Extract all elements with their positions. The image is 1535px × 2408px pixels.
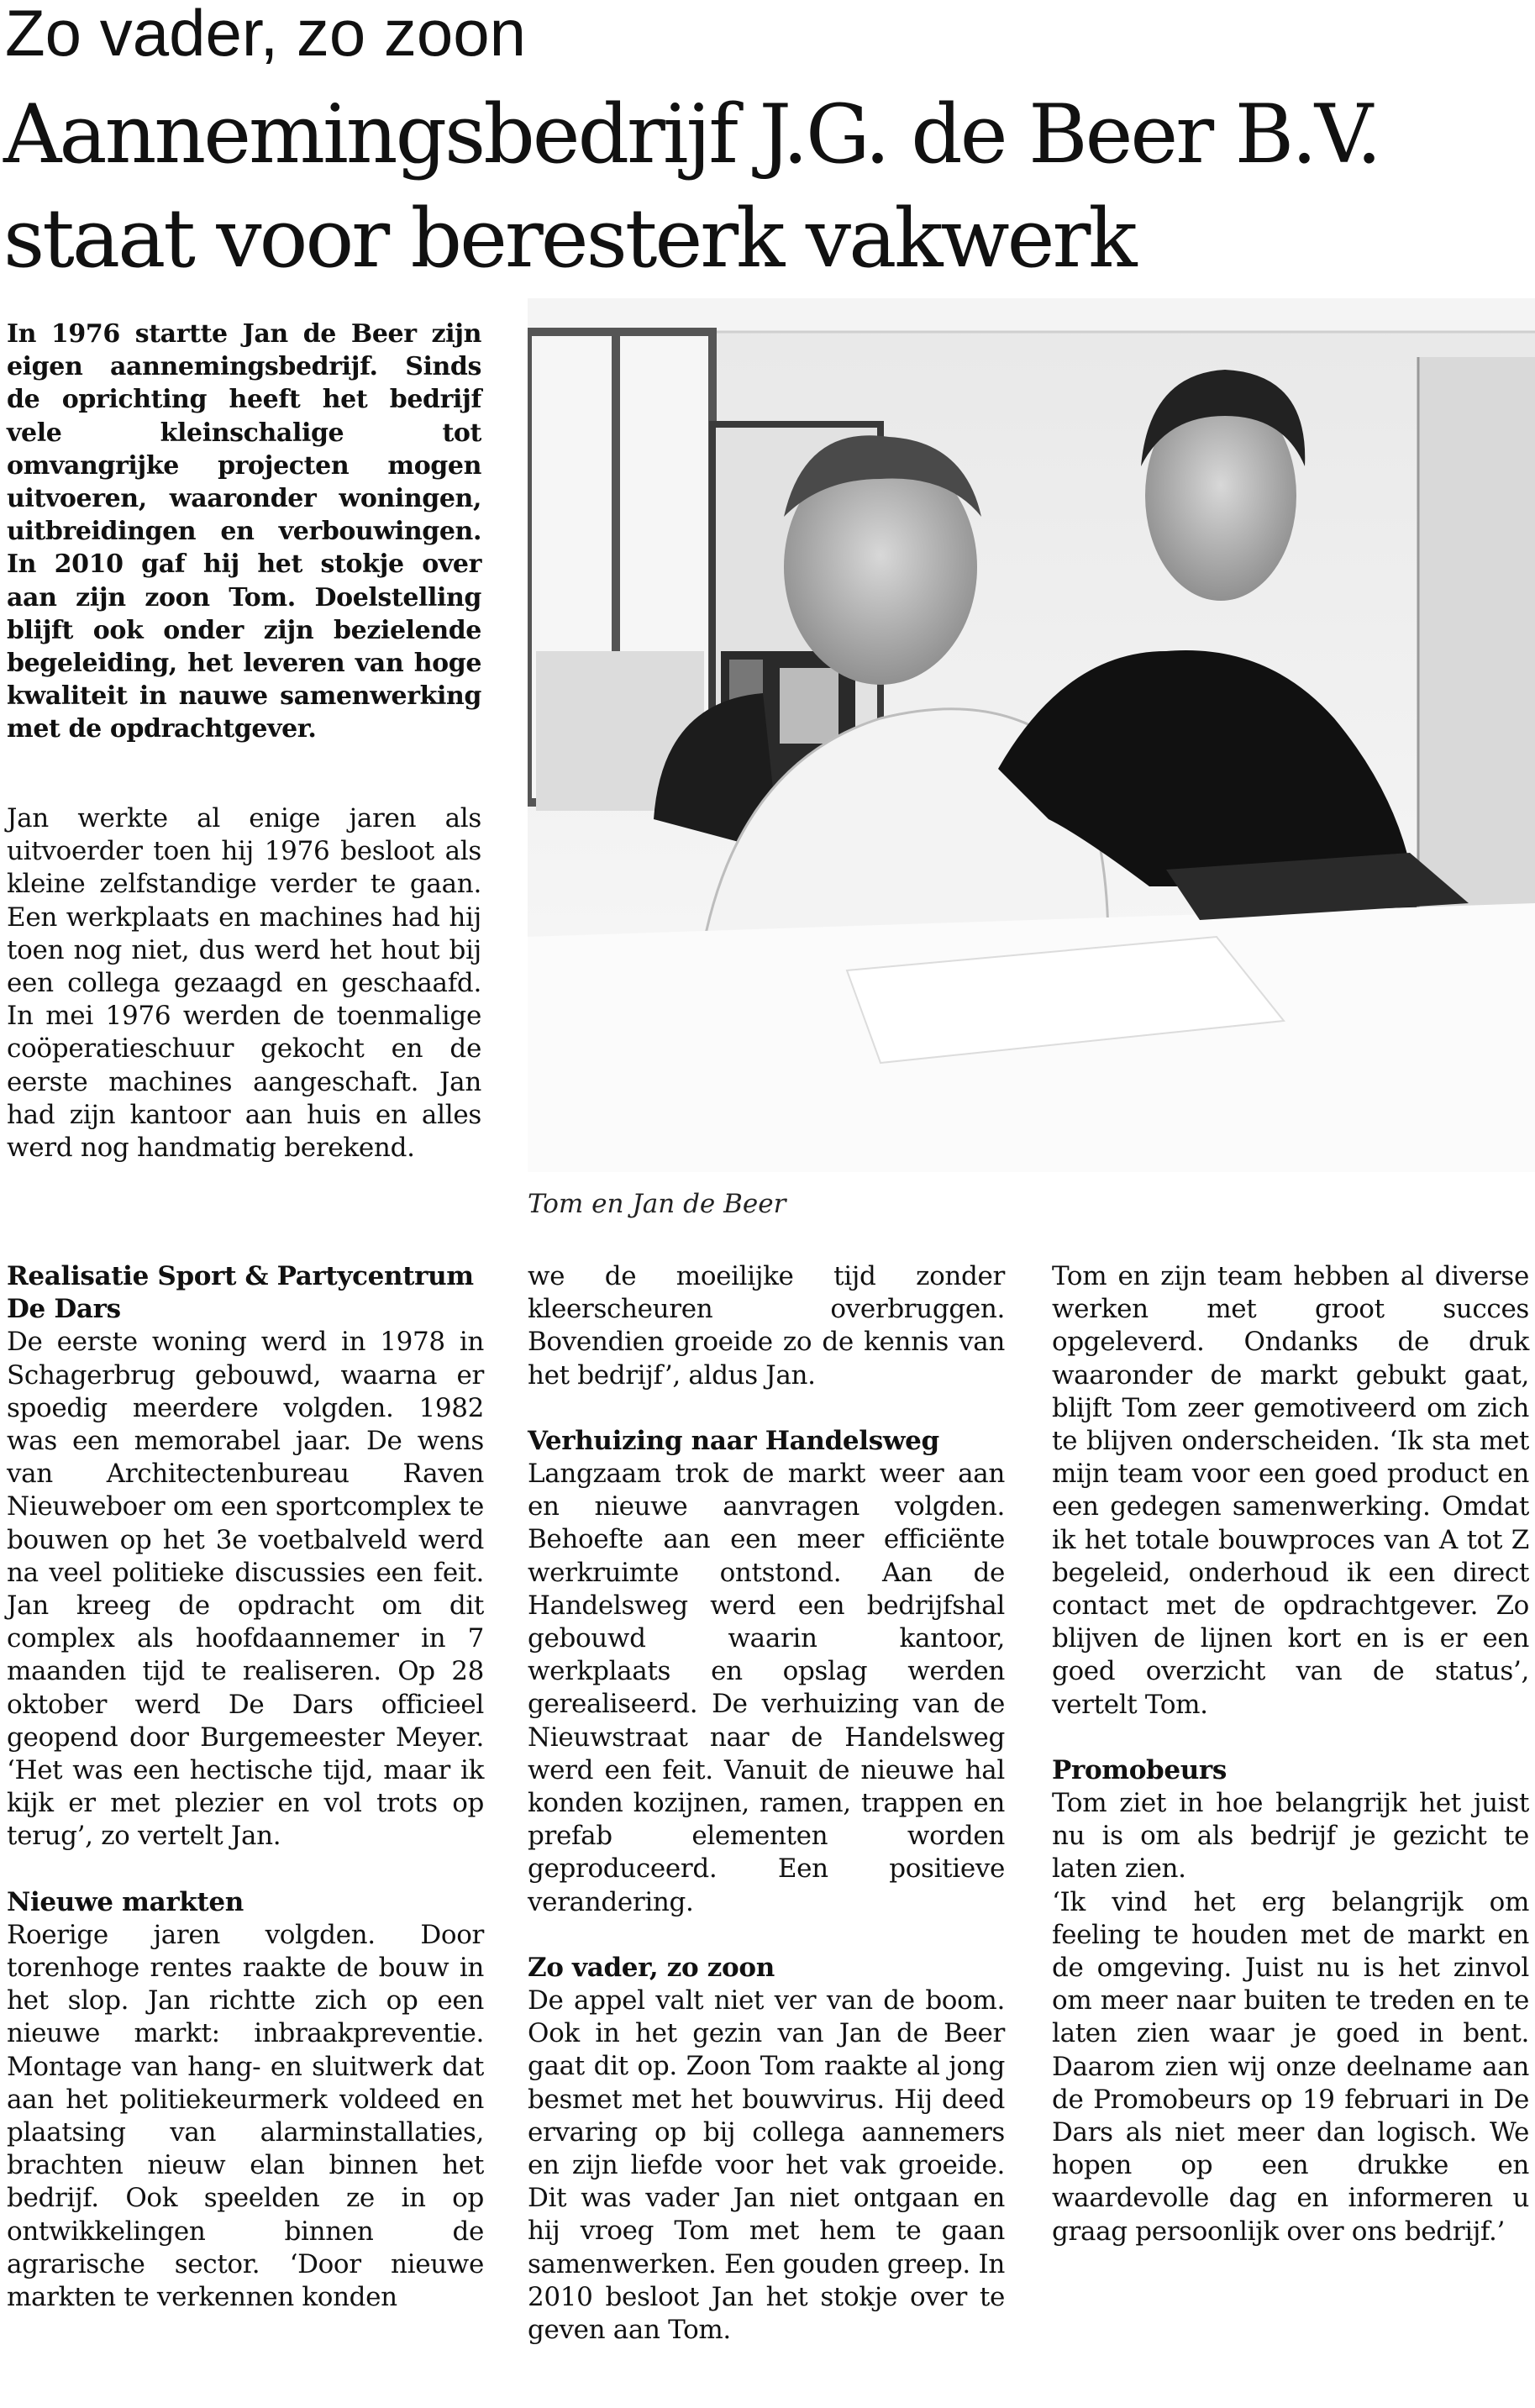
col1-paragraph-1: De eerste woning werd in 1978 in Schagerbrug gebouwd, waarna er spoedig meerdere volgden. 1982 was een memorabel jaar. De wens van Architectenbureau Raven Nieuweboer om een sportcomplex te bouwen op het 3e voetbalveld werd na veel politieke discussies een feit. Jan kreeg de opdracht om dit complex als hoofdaannemer in 7 maanden tijd te realiseren. Op 28 oktober werd De Dars officieel geopend door Burgemeester Meyer. ‘Het was een hectische tijd, maar ik kijk er met plezier en vol trots op terug’, zo vertelt Jan. [7, 1327, 484, 1852]
article-photo [528, 298, 1535, 1172]
column-2 [528, 1260, 1005, 2379]
col2-paragraph-1: Langzaam trok de markt weer aan en nieuwe aanvragen volgden. Behoefte aan een meer efficiënte werkruimte ontstond. Aan de Handelsweg werd een bedrijfshal gebouwd waarin kantoor, werkplaats en opslag werden gerealiseerd. De verhuizing van de Nieuwstraat naar de Handelsweg werd een feit. Vanuit de nieuwe hal konden kozijnen, ramen, trappen en prefab elementen worden geproduceerd. Een positieve verandering. [528, 1459, 1005, 1917]
column-3 [1052, 1260, 1529, 2281]
subheading-promobeurs: Promobeurs [1052, 1754, 1227, 1785]
subheading-verhuizing: Verhuizing naar Handelsweg [528, 1425, 939, 1456]
subheading-nieuwe-markten: Nieuwe markten [7, 1886, 244, 1917]
kicker-title: Zo vader, zo zoon [5, 0, 527, 70]
column-1 [7, 1260, 484, 2347]
headline [3, 82, 1528, 291]
col2-paragraph-2: De appel valt niet ver van de boom. Ook in het gezin van Jan de Beer gaat dit op. Zoon Tom raakte al jong besmet met het bouwvirus. Hij deed ervaring op bij collega aannemers en zijn liefde voor het vak groeide. Dit was vader Jan niet ontgaan en hij vroeg Tom met hem te gaan samenwerken. Een gouden greep. In 2010 besloot Jan het stokje over te geven aan Tom. [528, 1985, 1005, 2346]
headline-line-1: Aannemingsbedrijf J.G. de Beer B.V. [3, 87, 1380, 181]
headline-line-2: staat voor beresterk vakwerk [3, 192, 1135, 286]
body-paragraph-1: Jan werkte al enige jaren als uitvoerder toen hij 1976 besloot als kleine zelfstandige verder te gaan. Een werkplaats en machines had hij toen nog niet, dus werd het hout bij een collega gezaagd en geschaafd. In mei 1976 werden de toenmalige coöperatieschuur gekocht en de eerste machines aangeschaft. Jan had zijn kantoor aan huis en alles werd nog handmatig berekend. [7, 803, 481, 1164]
col3-paragraph-2: ‘Ik vind het erg belangrijk om feeling te houden met de markt en de omgeving. Juist nu is het zinvol om meer naar buiten te treden en te laten zien waar je goed in bent. Daarom zien wij onze deelname aan de Promobeurs op 19 februari in De Dars als niet meer dan logisch. We hopen op een drukke en waardevolle dag en informeren u graag persoonlijk over ons bedrijf.’ [1052, 1886, 1529, 2247]
col3-paragraph-0: Tom en zijn team hebben al diverse werken met groot succes opgeleverd. Ondanks de druk waaronder de markt gebukt gaat, blijft Tom zeer gemotiveerd om zich te blijven onderscheiden. ‘Ik sta met mijn team voor een goed product en een gedegen samenwerking. Omdat ik het totale bouwproces van A tot Z begeleid, onderhoud ik een direct contact met de opdrachtgever. Zo blijven de lijnen kort en is er een goed overzicht van de status’, vertelt Tom. [1052, 1261, 1529, 1720]
subheading-realisatie: Realisatie Sport & Partycentrum De Dars [7, 1261, 474, 1325]
intro-paragraph: In 1976 startte Jan de Beer zijn eigen aannemingsbedrijf. Sinds de oprichting heeft het bedrijf vele kleinschalige tot omvangrijke projecten mogen uitvoeren, waaronder woningen, uitbreidingen en verbouwingen. In 2010 gaf hij het stokje over aan zijn zoon Tom. Doelstelling blijft ook onder zijn bezielende begeleiding, het leveren van hoge kwaliteit in nauwe samenwerking met de opdrachtgever. [7, 319, 481, 744]
photo-caption: Tom en Jan de Beer [528, 1189, 786, 1219]
col2-paragraph-0: we de moeilijke tijd zonder kleerscheuren overbruggen. Bovendien groeide zo de kennis van het bedrijf’, aldus Jan. [528, 1261, 1005, 1391]
col3-paragraph-1: Tom ziet in hoe belangrijk het juist nu is om als bedrijf je gezicht te laten zien. [1052, 1788, 1529, 1885]
col1-paragraph-2: Roerige jaren volgden. Door torenhoge rentes raakte de bouw in het slop. Jan richtte zich op een nieuwe markt: inbraakpreventie. Montage van hang- en sluitwerk dat aan het politiekeurmerk voldeed en plaatsing van alarminstallaties, brachten nieuw elan binnen het bedrijf. Ook speelden ze in op ontwikkelingen binnen de agrarische sector. ‘Door nieuwe markten te verkennen konden [7, 1919, 484, 2313]
subheading-zo-vader: Zo vader, zo zoon [528, 1952, 775, 1983]
